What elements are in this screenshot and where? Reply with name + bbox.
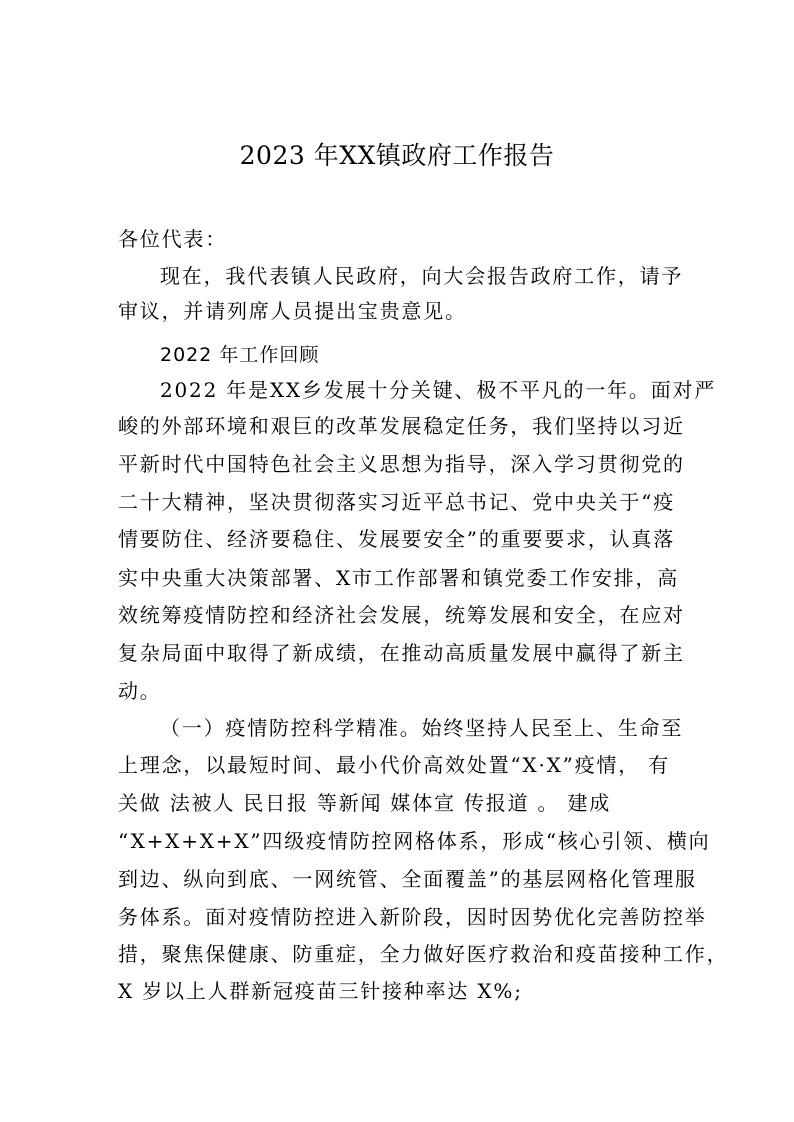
subsection-line-5: 到边、纵向到底、一网统管、全面覆盖”的基层网格化管理服 — [118, 867, 697, 891]
review-line-6: 实中央重大决策部署、X市工作部署和镇党委工作安排，高 — [118, 566, 680, 590]
subsection-line-8: X 岁以上人群新冠疫苗三针接种率达 X%; — [118, 979, 523, 1003]
review-line-9: 动。 — [118, 679, 162, 703]
subsection-line-1: （一）疫情防控科学精准。始终坚持人民至上、生命至 — [160, 716, 684, 740]
subsection-line-4: “X+X+X+X”四级疫情防控网格体系，形成“核心引领、横向 — [118, 829, 711, 853]
review-line-3: 平新时代中国特色社会主义思想为指导，深入学习贯彻党的 — [118, 452, 685, 476]
intro-line-2: 审议，并请列席人员提出宝贵意见。 — [118, 299, 467, 323]
salutation: 各位代表： — [118, 227, 227, 251]
subsection-line-3: 关做 法被人 民日报 等新闻 媒体宣 传报道 。 建成 — [118, 791, 612, 815]
subsection-line-2: 上理念，以最短时间、最小代价高效处置“X·X”疫情， 有 — [118, 753, 671, 777]
document-title: 2023 年XX镇政府工作报告 — [239, 141, 555, 170]
section-heading: 2022 年工作回顾 — [160, 344, 320, 366]
intro-line-1: 现在，我代表镇人民政府，向大会报告政府工作，请予 — [160, 264, 684, 288]
subsection-line-7: 措，聚焦保健康、防重症，全力做好医疗救治和疫苗接种工作， — [118, 942, 729, 966]
review-line-1: 2022 年是XX乡发展十分关键、极不平凡的一年。面对严 — [160, 378, 717, 402]
review-line-4: 二十大精神，坚决贯彻落实习近平总书记、党中央关于“疫 — [118, 490, 676, 514]
review-line-5: 情要防住、经济要稳住、发展要安全”的重要要求，认真落 — [118, 527, 676, 551]
review-line-7: 效统筹疫情防控和经济社会发展，统筹发展和安全，在应对 — [118, 603, 685, 627]
review-line-8: 复杂局面中取得了新成绩，在推动高质量发展中赢得了新主 — [118, 641, 685, 665]
subsection-line-6: 务体系。面对疫情防控进入新阶段，因时因势优化完善防控举 — [118, 905, 707, 929]
review-line-2: 峻的外部环境和艰巨的改革发展稳定任务，我们坚持以习近 — [118, 414, 685, 438]
